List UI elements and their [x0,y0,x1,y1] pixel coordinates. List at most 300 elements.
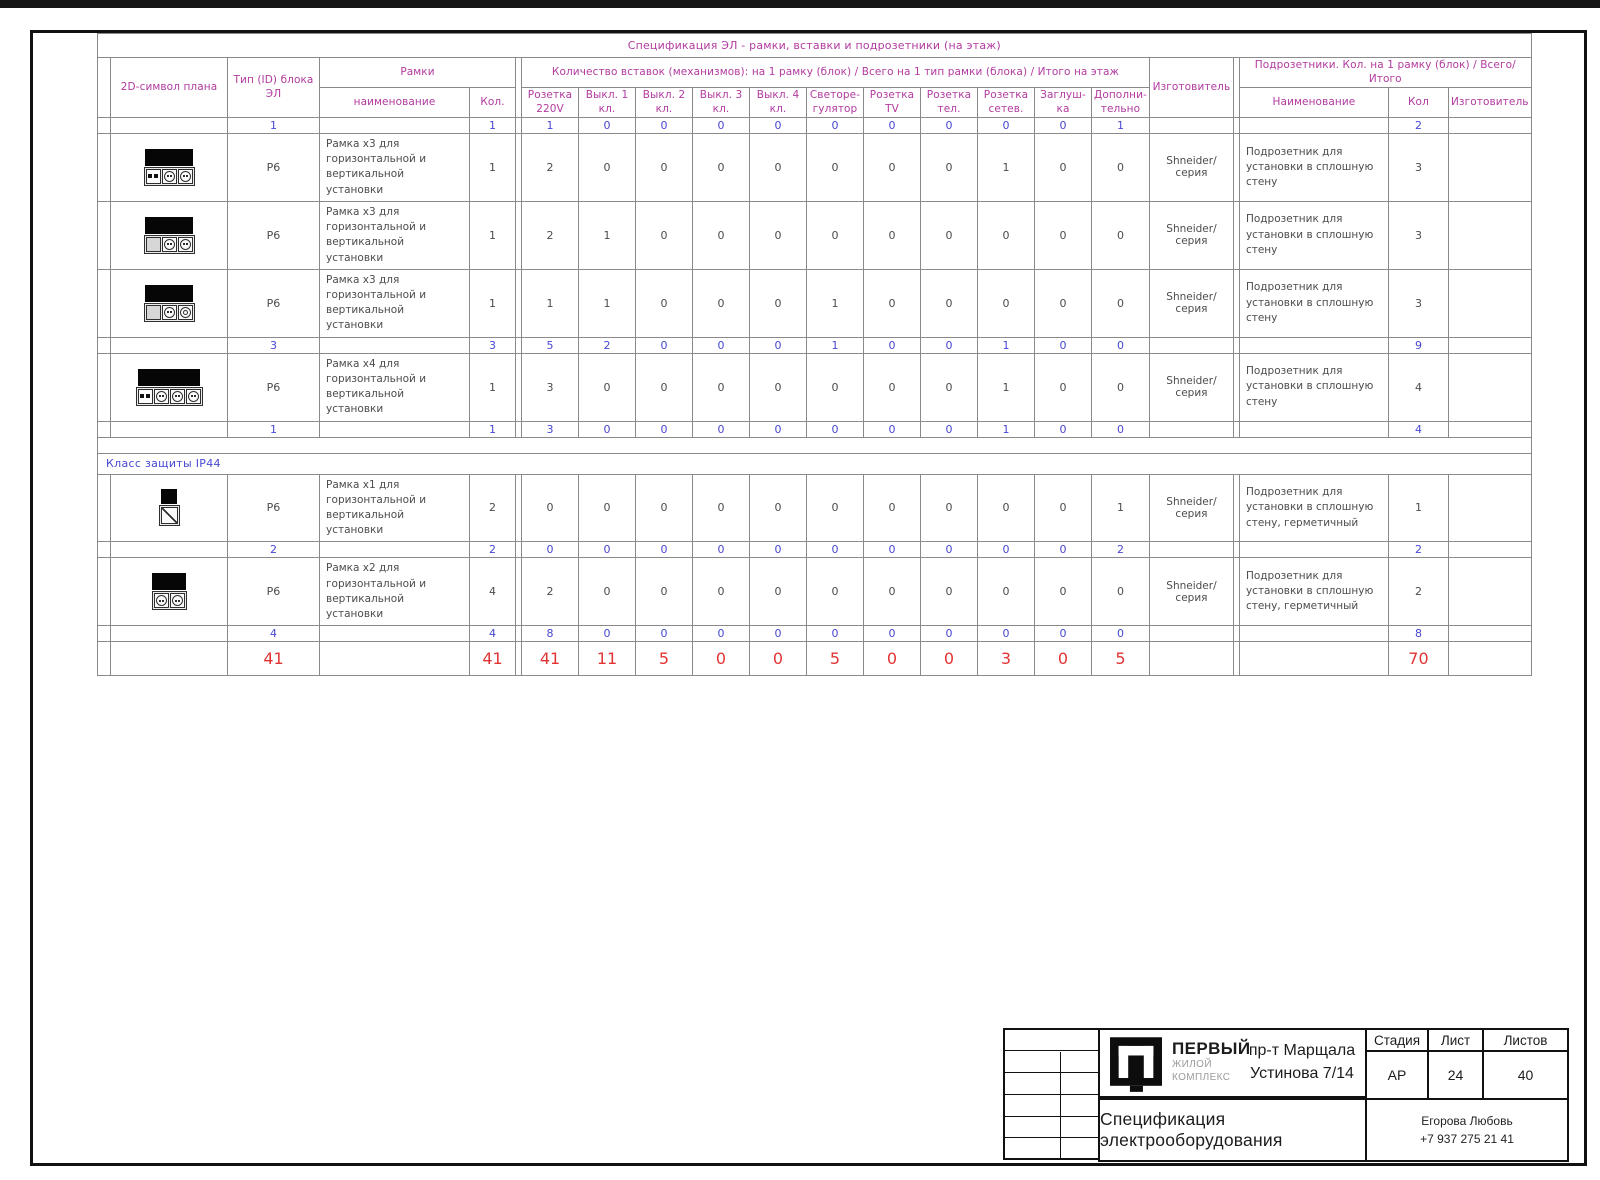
frame-name-cell [320,626,470,642]
symbol-cell [111,642,228,676]
insert-count-cell: 0 [921,134,978,202]
manufacturer-cell: Shneider/серия [1149,353,1233,421]
manufacturer-cell: Shneider/серия [1149,269,1233,337]
company-logo-icon [1110,1037,1162,1098]
sheet-number: 24 [1427,1050,1484,1100]
insert-count-cell: 1 [978,421,1035,437]
brand-sub1: ЖИЛОЙ [1172,1059,1212,1070]
insert-count-cell: 2 [522,201,579,269]
insert-count-cell: 2 [522,558,579,626]
type-cell: Р6 [228,353,320,421]
insert-count-cell: 0 [636,269,693,337]
insert-count-cell: 0 [1035,201,1092,269]
symbol-cell [111,474,228,542]
insert-count-cell: 0 [579,134,636,202]
header-boxes-manufacturer: Изготовитель [1448,88,1531,118]
insert-count-cell: 0 [921,558,978,626]
frame-qty-cell: 1 [470,134,516,202]
box-name-cell: Подрозетник для установки в сплошную стену, герметичный [1239,558,1388,626]
sheet-label: Лист [1427,1028,1484,1052]
header-insert-col: Заглуш-ка [1035,88,1092,118]
insert-count-cell: 2 [522,134,579,202]
insert-count-cell: 0 [636,626,693,642]
insert-count-cell: 0 [864,337,921,353]
insert-count-cell: 0 [1092,558,1150,626]
frame-name-cell [320,118,470,134]
header-insert-col: Выкл. 3 кл. [693,88,750,118]
stage-value: АР [1365,1050,1429,1100]
frame-symbol-icon [152,573,187,610]
type-cell: Р6 [228,474,320,542]
spacer-col [98,337,111,353]
insert-count-cell: 0 [921,542,978,558]
insert-count-cell: 0 [750,201,807,269]
author-contact [1365,1098,1569,1162]
insert-count-cell: 0 [636,474,693,542]
insert-count-cell: 0 [579,118,636,134]
frame-symbol-icon [144,285,195,322]
frame-name-cell [320,337,470,353]
insert-count-cell: 0 [750,558,807,626]
box-name-cell [1239,626,1388,642]
insert-count-cell: 0 [864,421,921,437]
spacer-col [98,421,111,437]
frame-qty-cell: 4 [470,626,516,642]
box-qty-cell: 1 [1388,474,1448,542]
insert-count-cell: 0 [693,337,750,353]
insert-count-cell: 41 [522,642,579,676]
frame-symbol-icon [144,217,195,254]
box-name-cell [1239,642,1388,676]
insert-count-cell: 0 [750,542,807,558]
insert-count-cell: 0 [1035,118,1092,134]
insert-count-cell: 0 [693,626,750,642]
insert-count-cell: 0 [864,474,921,542]
signature-grid [1003,1028,1100,1160]
spacer-col [98,269,111,337]
frame-name-cell: Рамка х3 для горизонтальной и вертикальной установки [320,269,470,337]
box-manufacturer-cell [1448,558,1531,626]
insert-count-cell: 1 [807,337,864,353]
box-manufacturer-cell [1448,118,1531,134]
frame-name-cell: Рамка х4 для горизонтальной и вертикальной установки [320,353,470,421]
spacer-col [98,134,111,202]
insert-count-cell: 0 [921,642,978,676]
insert-count-cell: 0 [579,626,636,642]
frame-name-cell: Рамка х3 для горизонтальной и вертикальной установки [320,201,470,269]
box-manufacturer-cell [1448,201,1531,269]
sheets-total: 40 [1482,1050,1569,1100]
insert-count-cell: 0 [921,118,978,134]
insert-count-cell: 0 [864,118,921,134]
spacer-col [98,542,111,558]
brand-sub2: КОМПЛЕКС [1172,1072,1231,1083]
header-insert-col: Светоре- гулятор [807,88,864,118]
author-name: Егорова Любовь [1421,1114,1513,1128]
spacer-col [98,353,111,421]
insert-count-cell: 0 [864,626,921,642]
header-boxes-name: Наименование [1239,88,1388,118]
insert-count-cell: 0 [636,542,693,558]
insert-count-cell: 0 [1092,421,1150,437]
insert-count-cell: 0 [693,118,750,134]
brand-name: ПЕРВЫЙ [1172,1039,1251,1058]
insert-count-cell: 2 [1092,542,1150,558]
manufacturer-cell [1149,118,1233,134]
insert-count-cell: 0 [864,542,921,558]
manufacturer-cell [1149,626,1233,642]
insert-count-cell: 0 [522,542,579,558]
insert-count-cell: 2 [579,337,636,353]
header-frames-name: наименование [320,88,470,118]
box-qty-cell: 3 [1388,201,1448,269]
insert-count-cell: 5 [1092,642,1150,676]
stage-label: Стадия [1365,1028,1429,1052]
insert-count-cell: 0 [636,337,693,353]
insert-count-cell: 0 [807,201,864,269]
box-manufacturer-cell [1448,353,1531,421]
header-boxes-qty: Кол [1388,88,1448,118]
insert-count-cell: 0 [1035,134,1092,202]
box-qty-cell: 8 [1388,626,1448,642]
type-cell: Р6 [228,558,320,626]
frame-name-cell [320,421,470,437]
insert-count-cell: 0 [864,642,921,676]
frame-qty-cell: 1 [470,118,516,134]
frame-qty-cell: 1 [470,421,516,437]
header-insert-col: Выкл. 2 кл. [636,88,693,118]
insert-count-cell: 0 [1092,201,1150,269]
insert-count-cell: 8 [522,626,579,642]
insert-count-cell: 0 [693,134,750,202]
insert-count-cell: 0 [1092,337,1150,353]
insert-count-cell: 0 [978,118,1035,134]
table-title: Спецификация ЭЛ - рамки, вставки и подрозетники (на этаж) [98,34,1532,58]
table-row [98,134,1532,202]
insert-count-cell: 0 [636,201,693,269]
manufacturer-cell: Shneider/серия [1149,201,1233,269]
insert-count-cell: 0 [1035,337,1092,353]
insert-count-cell: 0 [978,558,1035,626]
insert-count-cell: 0 [978,474,1035,542]
insert-count-cell: 11 [579,642,636,676]
box-manufacturer-cell [1448,642,1531,676]
type-cell: 2 [228,542,320,558]
frame-qty-cell: 41 [470,642,516,676]
symbol-cell [111,626,228,642]
type-cell: Р6 [228,134,320,202]
insert-count-cell: 0 [750,118,807,134]
manufacturer-cell [1149,337,1233,353]
box-name-cell [1239,118,1388,134]
table-row [98,542,1532,558]
header-type: Тип (ID) блока ЭЛ [228,58,320,118]
insert-count-cell: 0 [1092,353,1150,421]
frame-name-cell [320,542,470,558]
type-cell: 41 [228,642,320,676]
spacer-col [98,558,111,626]
insert-count-cell: 0 [636,134,693,202]
insert-count-cell: 0 [807,118,864,134]
header-symbol: 2D-символ плана [111,58,228,118]
insert-count-cell: 0 [579,542,636,558]
spec-table [97,33,1532,676]
insert-count-cell: 5 [522,337,579,353]
table-row [98,474,1532,542]
insert-count-cell: 0 [921,626,978,642]
insert-count-cell: 1 [978,337,1035,353]
manufacturer-cell [1149,542,1233,558]
symbol-cell [111,118,228,134]
insert-count-cell: 0 [693,542,750,558]
insert-count-cell: 3 [978,642,1035,676]
symbol-cell [111,134,228,202]
insert-count-cell: 0 [1035,542,1092,558]
frame-symbol-icon [136,369,203,406]
header-manufacturer: Изготовитель [1149,58,1233,118]
insert-count-cell: 0 [921,474,978,542]
insert-count-cell: 0 [807,353,864,421]
insert-count-cell: 0 [864,269,921,337]
table-row [98,642,1532,676]
table-row [98,353,1532,421]
insert-count-cell: 0 [693,353,750,421]
insert-count-cell: 1 [579,269,636,337]
insert-count-cell: 0 [579,474,636,542]
insert-count-cell: 1 [807,269,864,337]
box-manufacturer-cell [1448,134,1531,202]
box-qty-cell: 3 [1388,269,1448,337]
manufacturer-cell [1149,421,1233,437]
insert-count-cell: 0 [921,269,978,337]
table-row [98,337,1532,353]
insert-count-cell: 0 [750,642,807,676]
insert-count-cell: 0 [750,337,807,353]
brand-text [1172,1040,1250,1083]
box-qty-cell: 9 [1388,337,1448,353]
header-insert-col: Выкл. 4 кл. [750,88,807,118]
insert-count-cell: 3 [522,353,579,421]
document-title: Спецификация электрооборудования [1098,1098,1367,1162]
box-qty-cell: 4 [1388,353,1448,421]
frame-name-cell: Рамка х3 для горизонтальной и вертикальной установки [320,134,470,202]
insert-count-cell: 0 [1035,421,1092,437]
frame-qty-cell: 1 [470,269,516,337]
symbol-cell [111,542,228,558]
insert-count-cell: 5 [636,642,693,676]
symbol-cell [111,269,228,337]
box-manufacturer-cell [1448,421,1531,437]
title-block [1003,1028,1569,1162]
box-manufacturer-cell [1448,474,1531,542]
box-qty-cell: 3 [1388,134,1448,202]
insert-count-cell: 0 [522,474,579,542]
insert-count-cell: 0 [750,626,807,642]
frame-symbol-icon [144,149,195,186]
symbol-cell [111,201,228,269]
frame-qty-cell: 2 [470,542,516,558]
frame-name-cell: Рамка х1 для горизонтальной и вертикальной установки [320,474,470,542]
header-inserts-group: Количество вставок (механизмов): на 1 рамку (блок) / Всего на 1 тип рамки (блока) / Итого на этаж [522,58,1150,88]
frame-qty-cell: 4 [470,558,516,626]
spec-table-wrap [97,33,1532,676]
insert-count-cell: 0 [921,421,978,437]
manufacturer-cell [1149,642,1233,676]
insert-count-cell: 0 [1035,353,1092,421]
insert-count-cell: 0 [693,201,750,269]
spacer-col [98,642,111,676]
insert-count-cell: 0 [693,269,750,337]
box-name-cell [1239,421,1388,437]
insert-count-cell: 1 [579,201,636,269]
header-insert-col: Выкл. 1 кл. [579,88,636,118]
insert-count-cell: 0 [693,642,750,676]
insert-count-cell: 0 [579,353,636,421]
box-name-cell: Подрозетник для установки в сплошную стену, герметичный [1239,474,1388,542]
header-insert-col: Розетка 220V [522,88,579,118]
box-manufacturer-cell [1448,626,1531,642]
insert-count-cell: 0 [921,201,978,269]
table-row [98,421,1532,437]
table-row [98,626,1532,642]
box-name-cell [1239,337,1388,353]
insert-count-cell: 0 [978,201,1035,269]
insert-count-cell: 1 [1092,118,1150,134]
frame-qty-cell: 2 [470,474,516,542]
frame-qty-cell: 1 [470,201,516,269]
insert-count-cell: 0 [1092,134,1150,202]
insert-count-cell: 1 [1092,474,1150,542]
symbol-cell [111,558,228,626]
frame-name-cell: Рамка х2 для горизонтальной и вертикальной установки [320,558,470,626]
insert-count-cell: 0 [636,558,693,626]
manufacturer-cell: Shneider/серия [1149,558,1233,626]
spacer-col [98,118,111,134]
frame-name-cell [320,642,470,676]
insert-count-cell: 0 [978,542,1035,558]
table-row [98,558,1532,626]
insert-count-cell: 1 [978,353,1035,421]
author-phone: +7 937 275 21 41 [1420,1132,1514,1146]
header-insert-col: Розетка TV [864,88,921,118]
insert-count-cell: 0 [978,626,1035,642]
insert-count-cell: 0 [807,421,864,437]
box-qty-cell: 2 [1388,542,1448,558]
spacer-col [98,58,111,118]
insert-count-cell: 0 [579,421,636,437]
insert-count-cell: 0 [636,118,693,134]
box-qty-cell: 4 [1388,421,1448,437]
spacer-col [98,626,111,642]
insert-count-cell: 0 [807,626,864,642]
insert-count-cell: 0 [579,558,636,626]
insert-count-cell: 0 [636,421,693,437]
section-label: Класс защиты IP44 [98,453,1532,474]
insert-count-cell: 1 [522,118,579,134]
frame-qty-cell: 1 [470,353,516,421]
header-insert-col: Дополни- тельно [1092,88,1150,118]
type-cell: 1 [228,421,320,437]
type-cell: Р6 [228,201,320,269]
insert-count-cell: 0 [693,558,750,626]
insert-count-cell: 0 [1092,626,1150,642]
type-cell: 4 [228,626,320,642]
type-cell: 1 [228,118,320,134]
box-name-cell: Подрозетник для установки в сплошную стену [1239,134,1388,202]
box-qty-cell: 2 [1388,558,1448,626]
type-cell: Р6 [228,269,320,337]
insert-count-cell: 0 [864,201,921,269]
project-address: пр-т Марщала Устинова 7/14 [1248,1042,1356,1083]
insert-count-cell: 0 [1035,558,1092,626]
box-name-cell: Подрозетник для установки в сплошную стену [1239,269,1388,337]
page-top-edge [0,0,1600,8]
table-row [98,269,1532,337]
insert-count-cell: 0 [807,558,864,626]
insert-count-cell: 0 [1035,642,1092,676]
type-cell: 3 [228,337,320,353]
section-spacer [98,437,1532,453]
insert-count-cell: 0 [1035,626,1092,642]
symbol-cell [111,337,228,353]
insert-count-cell: 0 [807,134,864,202]
insert-count-cell: 0 [750,474,807,542]
insert-count-cell: 0 [864,353,921,421]
insert-count-cell: 0 [750,421,807,437]
header-frames-qty: Кол. [470,88,516,118]
spacer-col [98,201,111,269]
header-insert-col: Розетка сетев. [978,88,1035,118]
insert-count-cell: 1 [978,134,1035,202]
box-qty-cell: 2 [1388,118,1448,134]
insert-count-cell: 0 [921,337,978,353]
brand-cell [1098,1028,1367,1098]
box-name-cell [1239,542,1388,558]
frame-qty-cell: 3 [470,337,516,353]
box-name-cell: Подрозетник для установки в сплошную стену [1239,201,1388,269]
insert-count-cell: 0 [864,134,921,202]
table-row [98,201,1532,269]
insert-count-cell: 0 [1035,474,1092,542]
insert-count-cell: 0 [750,134,807,202]
manufacturer-cell: Shneider/серия [1149,134,1233,202]
insert-count-cell: 0 [750,353,807,421]
header-insert-col: Розетка тел. [921,88,978,118]
insert-count-cell: 0 [1035,269,1092,337]
insert-count-cell: 0 [864,558,921,626]
insert-count-cell: 0 [636,353,693,421]
insert-count-cell: 1 [522,269,579,337]
insert-count-cell: 5 [807,642,864,676]
insert-count-cell: 0 [807,474,864,542]
spacer-col [98,474,111,542]
header-boxes-group: Подрозетники. Кол. на 1 рамку (блок) / Всего/ Итого [1239,58,1531,88]
insert-count-cell: 0 [921,353,978,421]
frame-symbol-icon [159,489,180,526]
insert-count-cell: 0 [807,542,864,558]
insert-count-cell: 0 [693,421,750,437]
box-name-cell: Подрозетник для установки в сплошную стену [1239,353,1388,421]
table-row [98,118,1532,134]
symbol-cell [111,421,228,437]
insert-count-cell: 0 [693,474,750,542]
header-frames-group: Рамки [320,58,516,88]
symbol-cell [111,353,228,421]
insert-count-cell: 0 [750,269,807,337]
insert-count-cell: 3 [522,421,579,437]
sheets-label: Листов [1482,1028,1569,1052]
insert-count-cell: 0 [978,269,1035,337]
